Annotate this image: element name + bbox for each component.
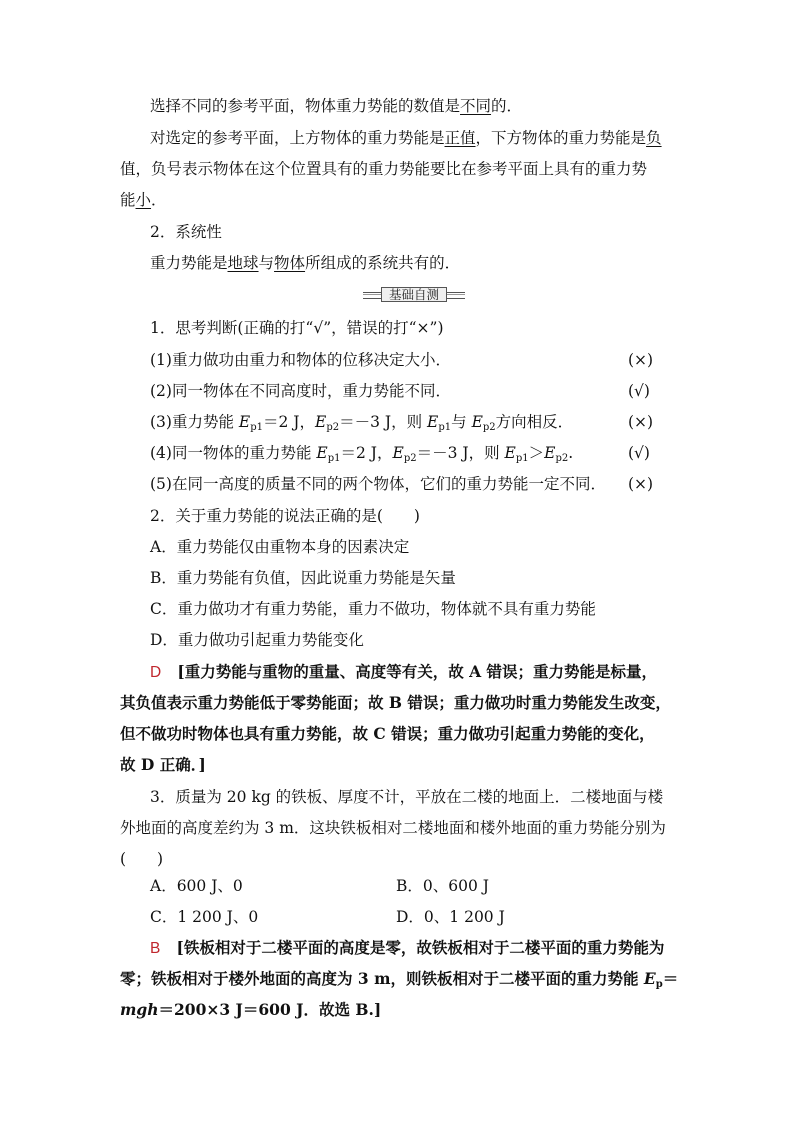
answer-explanation-2-line-2: 其负值表示重力势能低于零势能面；故 B 错误；重力做功时重力势能发生改变， (120, 693, 671, 712)
question-2-stem: 2．关于重力势能的说法正确的是( ) (150, 507, 420, 525)
option-d: D．重力做功引起重力势能变化 (150, 631, 364, 649)
underlined-answer: 正值 (444, 129, 476, 147)
judgement-mark-1: (×) (628, 351, 654, 369)
paragraph-sign-line-3: 能小． (120, 191, 167, 209)
option-c: C．1 200 J、0 (150, 908, 259, 926)
judgement-mark-4: (√) (628, 444, 650, 462)
option-d: D．0、1 200 J (396, 908, 505, 926)
option-b: B．重力势能有负值，因此说重力势能是矢量 (150, 569, 456, 587)
judgement-item-2: (2)同一物体在不同高度时，重力势能不同． (150, 382, 451, 400)
judgement-item-1: (1)重力做功由重力和物体的位移决定大小． (150, 351, 451, 369)
answer-explanation-2-line-3: 但不做功时物体也具有重力势能，故 C 错误；重力做功引起重力势能的变化， (120, 724, 655, 743)
judgement-mark-5: (×) (628, 475, 654, 493)
question-3-stem-line-3: ( ) (120, 850, 164, 868)
paragraph-sign-line-1: 对选定的参考平面，上方物体的重力势能是正值，下方物体的重力势能是负 (150, 129, 662, 147)
judgement-mark-2: (√) (628, 382, 650, 400)
underlined-answer: 负 (646, 129, 662, 147)
section-title-systemic: 2．系统性 (150, 223, 222, 241)
option-a: A．600 J、0 (150, 877, 243, 895)
answer-explanation-3-line-1: B [铁板相对于二楼平面的高度是零，故铁板相对于二楼平面的重力势能为 (150, 938, 665, 957)
option-a: A．重力势能仅由重物本身的因素决定 (150, 538, 410, 556)
underlined-answer: 不同 (460, 97, 492, 115)
answer-explanation-3-line-3: mgh＝200×3 J＝600 J．故选 B.] (120, 1000, 382, 1019)
answer-explanation-2-line-1: D [重力势能与重物的重量、高度等有关，故 A 错误；重力势能是标量， (150, 662, 658, 681)
banner-label: 基础自测 (381, 287, 447, 302)
judgement-item-5: (5)在同一高度的质量不同的两个物体，它们的重力势能一定不同． (150, 475, 606, 493)
answer-explanation-2-line-4: 故 D 正确．] (120, 755, 206, 774)
banner-right-rule (447, 292, 465, 299)
underlined-answer: 物体 (274, 254, 306, 272)
paragraph-reference-plane: 选择不同的参考平面，物体重力势能的数值是不同的． (150, 97, 523, 115)
judgement-item-4: (4)同一物体的重力势能 $E_{p1}=2$ J，$E_{p2}=-3$ J，则 $E_{p1}>E_{p2}$. (150, 444, 574, 464)
judgement-item-3: (3)重力势能 $E_{p1}=2$ J，$E_{p2}=-3$ J，则 $E_{p1}$与 $E_{p2}$方向相反． (150, 413, 574, 433)
option-c: C．重力做功才有重力势能，重力不做功，物体就不具有重力势能 (150, 600, 596, 618)
underlined-answer: 地球 (227, 254, 259, 272)
question-1-stem: 1．思考判断(正确的打“√”，错误的打“×”) (150, 319, 444, 337)
underlined-answer: 小 (135, 191, 152, 209)
question-3-stem-line-2: 外地面的高度差约为 3 m．这块铁板相对二楼地面和楼外地面的重力势能分别为 (120, 819, 666, 837)
option-b: B．0、600 J (396, 877, 489, 895)
question-3-stem-line-1: 3．质量为 20 kg 的铁板、厚度不计，平放在二楼的地面上．二楼地面与楼 (150, 788, 664, 806)
banner-left-rule (363, 292, 381, 299)
answer-explanation-3-line-2: 零；铁板相对于楼外地面的高度为 3 m，则铁板相对于二楼平面的重力势能 $E_p=$ (120, 969, 679, 990)
paragraph-systemic: 重力势能是地球与物体所组成的系统共有的． (150, 254, 461, 272)
answer-letter: B (150, 940, 161, 957)
answer-letter: D (150, 664, 162, 681)
paragraph-sign-line-2: 值，负号表示物体在这个位置具有的重力势能要比在参考平面上具有的重力势 (120, 160, 648, 178)
section-banner (363, 287, 465, 303)
judgement-mark-3: (×) (628, 413, 654, 431)
